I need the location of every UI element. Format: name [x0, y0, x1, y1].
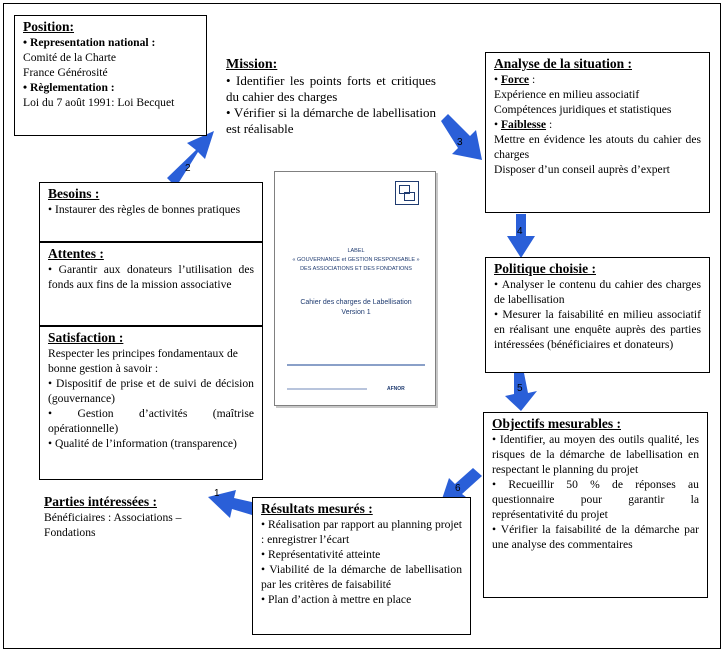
besoins-title: Besoins : — [48, 186, 100, 201]
mission-title: Mission: — [226, 57, 278, 72]
parties-title: Parties intéressées : — [44, 494, 157, 509]
objectifs-item: • Recueillir 50 % de réponses au questionnaire pour garantir la représentativité du projet — [492, 477, 699, 522]
position-subheading-reglementation: • Règlementation : — [23, 80, 198, 95]
objectifs-item: • Identifier, au moyen des outils qualité, les risques de la démarche de labellisation en respectant le planning du projet — [492, 432, 699, 477]
step-number-6: 6 — [455, 483, 461, 494]
attentes-box — [39, 242, 263, 326]
document-label-line: DES ASSOCIATIONS ET DES FONDATIONS — [300, 266, 412, 272]
position-subheading-representation: • Representation national : — [23, 35, 198, 50]
position-line: France Générosité — [23, 66, 108, 79]
resultats-item: • Réalisation par rapport au planning projet : enregistrer l’écart — [261, 517, 462, 547]
parties-block — [44, 494, 219, 540]
position-line: Comité de la Charte — [23, 51, 117, 64]
analyse-box — [485, 52, 710, 213]
force-label: Force — [500, 73, 530, 86]
resultats-title: Résultats mesurés : — [261, 501, 373, 516]
document-label: LABEL — [347, 248, 365, 254]
position-box — [14, 15, 207, 136]
document-version: Version 1 — [341, 309, 371, 316]
position-title: Position: — [23, 19, 75, 34]
force-line: Expérience en milieu associatif — [494, 88, 640, 101]
step-number-5: 5 — [517, 383, 523, 394]
afnor-logo: AFNOR — [387, 386, 405, 392]
cahier-des-charges-document-image — [274, 171, 436, 406]
satisfaction-item: • Gestion d’activités (maîtrise opérationnelle) — [48, 406, 254, 436]
document-footer-line — [287, 364, 425, 366]
politique-item: • Mesurer la faisabilité en milieu associatif en réalisant une enquête auprès des parties intéressées (bénéficiaires et donateurs) — [494, 307, 701, 352]
mission-item: • Identifier les points forts et critiques du cahier des charges — [226, 73, 436, 105]
resultats-item: • Plan d’action à mettre en place — [261, 592, 462, 607]
document-title: Cahier des charges de Labellisation — [300, 299, 412, 306]
step-number-4: 4 — [517, 226, 523, 237]
faiblesse-label: Faiblesse — [500, 118, 547, 131]
faiblesse-line: Mettre en évidence les atouts du cahier des charges — [494, 133, 701, 161]
analyse-title: Analyse de la situation : — [494, 56, 633, 71]
satisfaction-item: • Qualité de l’information (transparence) — [48, 436, 254, 451]
force-line: Compétences juridiques et statistiques — [494, 103, 672, 116]
position-line: Loi du 7 août 1991: Loi Becquet — [23, 96, 175, 109]
politique-title: Politique choisie : — [494, 261, 596, 276]
objectifs-title: Objectifs mesurables : — [492, 416, 621, 431]
parties-text: Bénéficiaires : Associations – Fondations — [44, 511, 182, 539]
document-label-line: « GOUVERNANCE et GESTION RESPONSABLE » — [292, 257, 420, 263]
satisfaction-title: Satisfaction : — [48, 330, 124, 345]
faiblesse-suffix: : — [546, 118, 553, 131]
document-small-print — [287, 388, 367, 390]
besoins-box — [39, 182, 263, 242]
politique-box — [485, 257, 710, 373]
objectifs-box — [483, 412, 708, 598]
satisfaction-intro: Respecter les principes fondamentaux de bonne gestion à savoir : — [48, 347, 238, 375]
step-number-3: 3 — [457, 137, 463, 148]
attentes-title: Attentes : — [48, 246, 104, 261]
force-suffix: : — [529, 73, 536, 86]
resultats-box — [252, 497, 471, 635]
step-number-1: 1 — [214, 488, 220, 499]
mission-block — [226, 57, 436, 137]
satisfaction-box — [39, 326, 263, 480]
objectifs-item: • Vérifier la faisabilité de la démarche par une analyse des commentaires — [492, 522, 699, 552]
besoins-item: • Instaurer des règles de bonnes pratiques — [48, 202, 254, 217]
resultats-item: • Représentativité atteinte — [261, 547, 462, 562]
satisfaction-item: • Dispositif de prise et de suivi de décision (gouvernance) — [48, 376, 254, 406]
resultats-item: • Viabilité de la démarche de labellisation par les critères de faisabilité — [261, 562, 462, 592]
attentes-item: • Garantir aux donateurs l’utilisation des fonds aux fins de la mission associative — [48, 262, 254, 292]
politique-item: • Analyser le contenu du cahier des charges de labellisation — [494, 277, 701, 307]
document-logo-icon — [395, 181, 419, 205]
step-number-2: 2 — [185, 163, 191, 174]
faiblesse-line: Disposer d’un conseil auprès d’expert — [494, 163, 670, 176]
mission-item: • Vérifier si la démarche de labellisation est réalisable — [226, 105, 436, 137]
arrow-2 — [167, 131, 214, 187]
